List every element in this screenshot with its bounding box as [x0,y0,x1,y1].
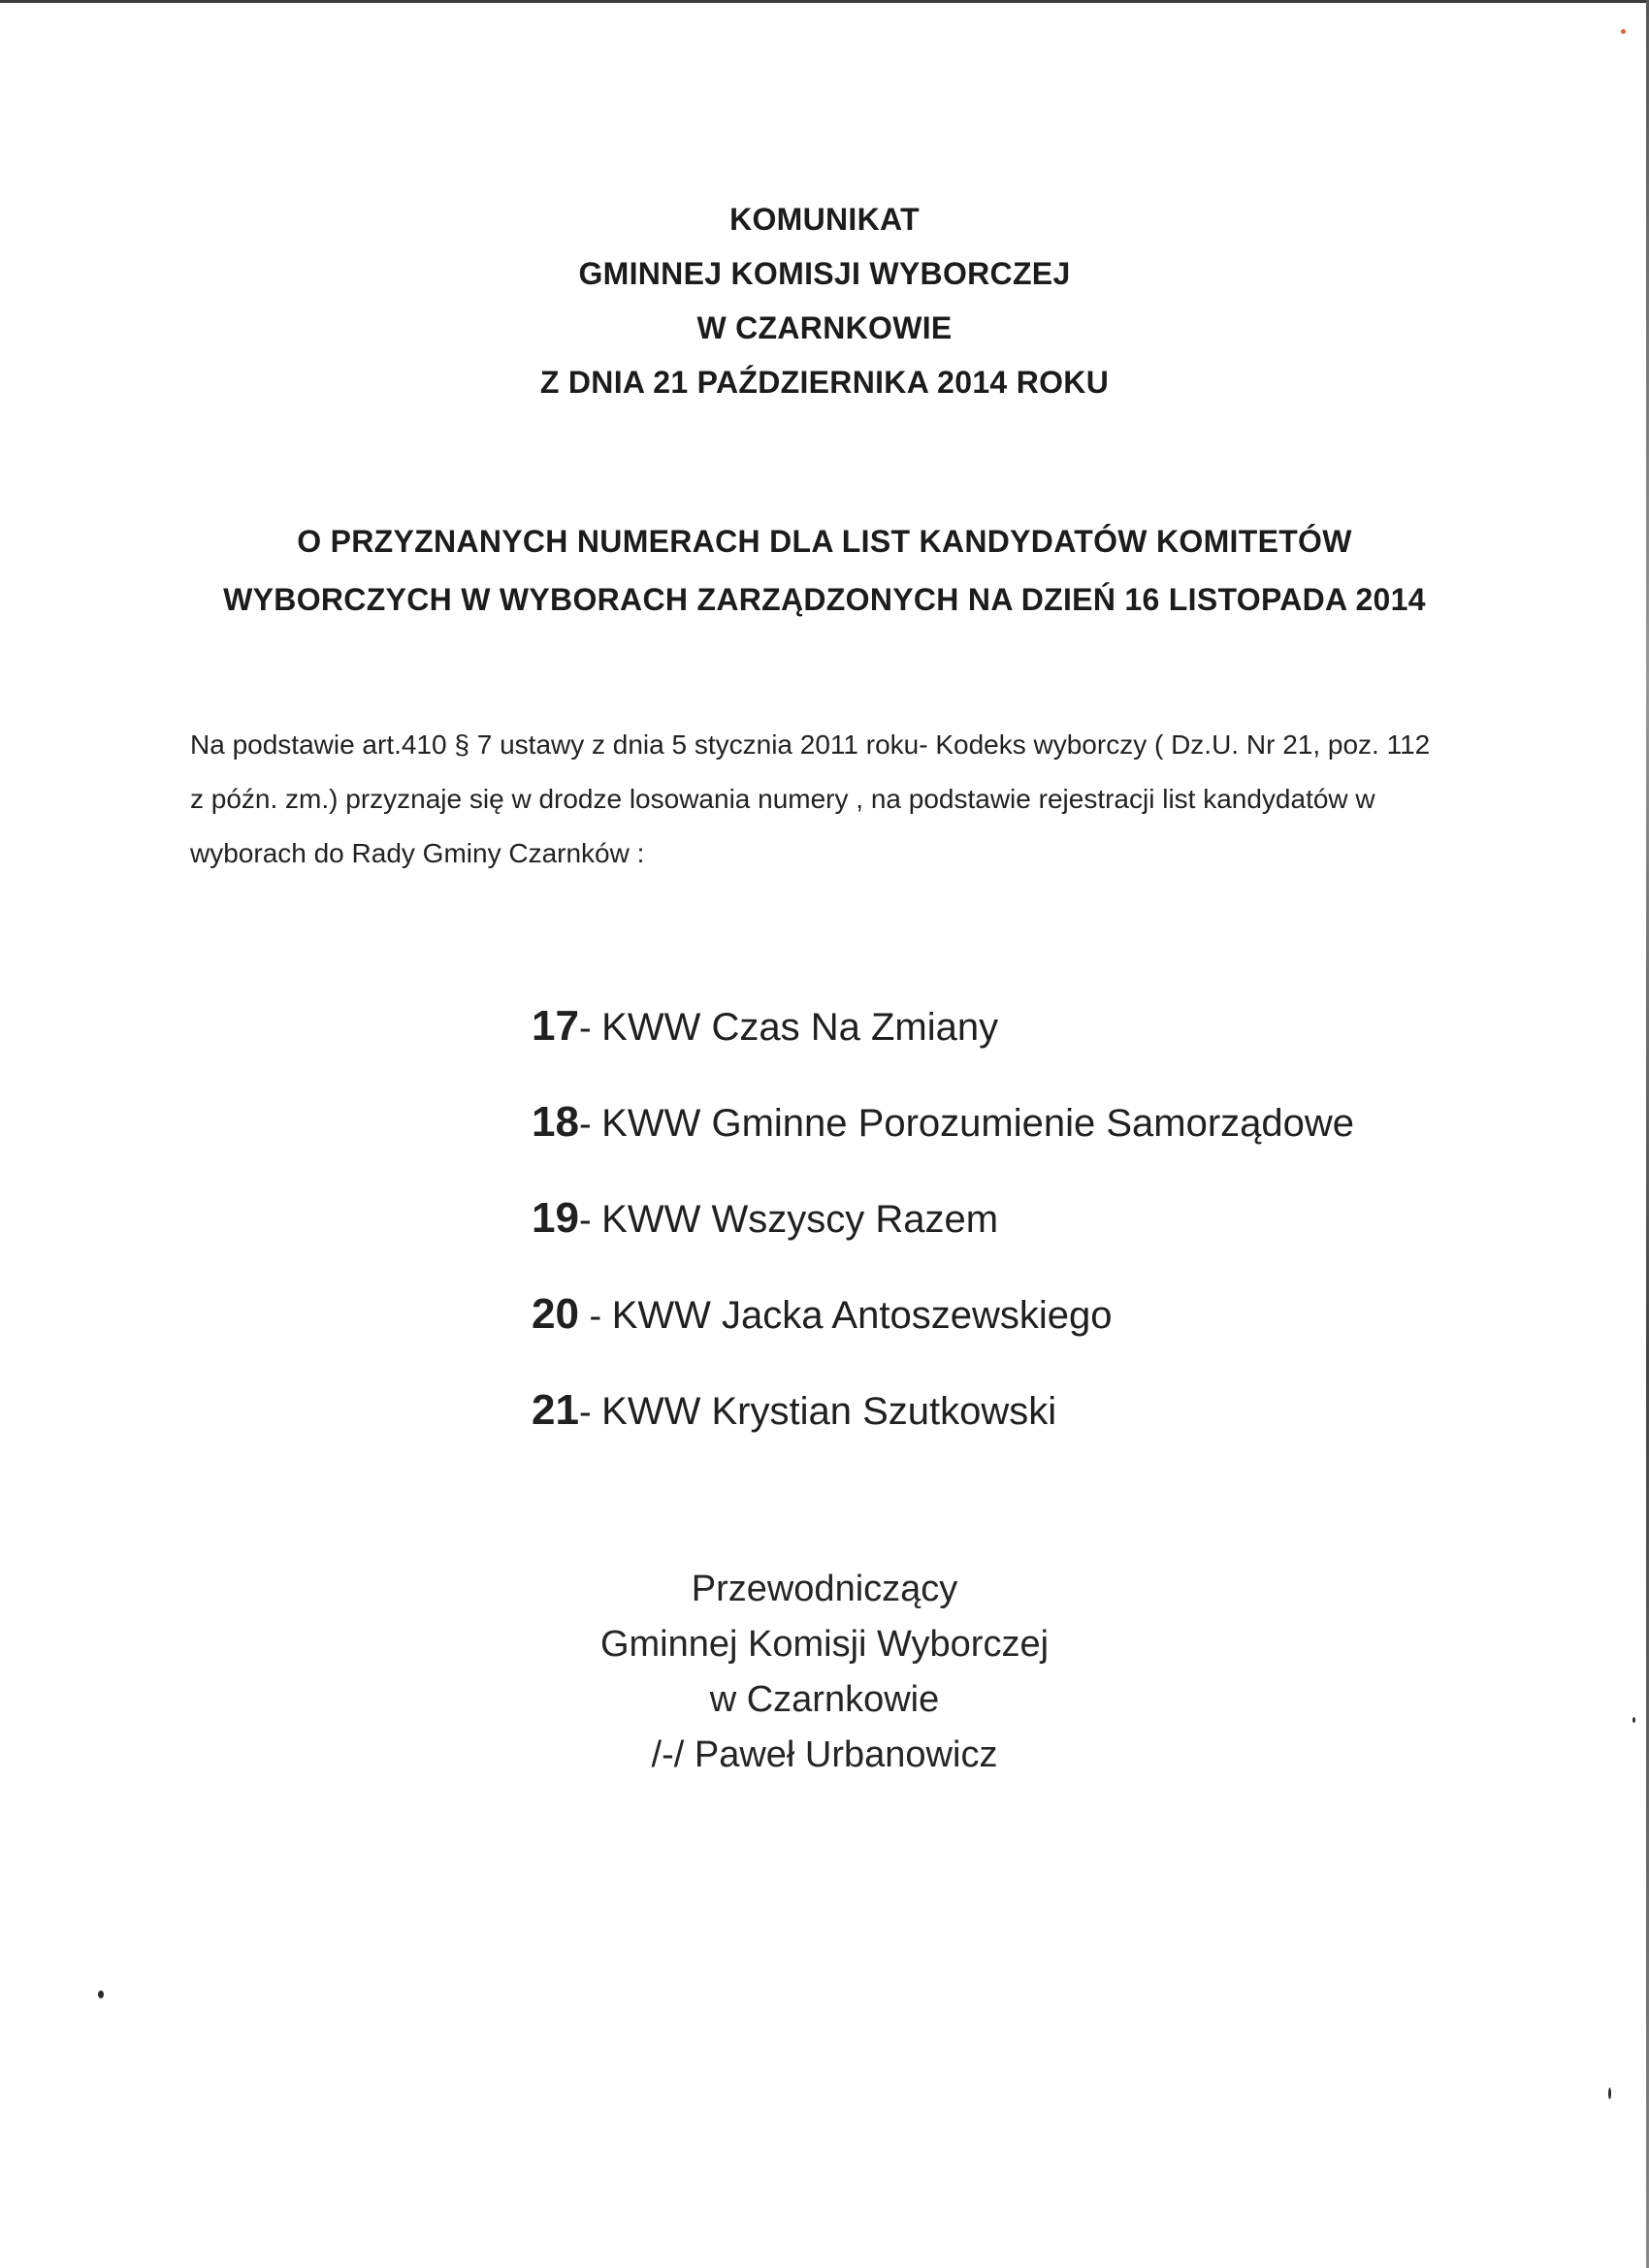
scan-speck [98,1991,104,1998]
list-number: 19 [532,1194,579,1242]
committee-list [532,997,1550,1477]
title-line-commission: GMINNEJ KOMISJI WYBORCZEJ [578,256,1071,291]
list-separator: - [578,1008,602,1049]
list-number: 20 [532,1290,579,1338]
title-line-location: W CZARNKOWIE [696,310,953,345]
list-number: 18 [532,1098,579,1146]
committee-name: KWW Jacka Antoszewskiego [611,1294,1113,1337]
list-item [532,997,1550,1093]
signature-name: /-/ Paweł Urbanowicz [651,1734,998,1775]
scan-speck [1633,1717,1635,1723]
list-item [532,1189,1550,1285]
list-separator: - [578,1200,602,1241]
subject-line: WYBORCZYCH W WYBORACH ZARZĄDZONYCH NA DZIEŃ 16 LISTOPADA 2014 [223,582,1426,617]
list-separator: - [578,1392,602,1433]
title-line-date: Z DNIA 21 PAŹDZIERNIKA 2014 ROKU [539,365,1110,400]
signature-block [388,1562,1261,1783]
legal-basis-paragraph: Na podstawie art.410 § 7 ustawy z dnia 5 stycznia 2011 roku- Kodeks wyborczy ( Dz.U. Nr 21, poz. 112 z późn. zm.) przyznaje się w drodze losowania numery , na podstawie rejestracji list kandydatów w wyborach do Rady Gminy Czarnków : [190,729,1431,868]
committee-name: KWW Czas Na Zmiany [601,1006,999,1049]
signature-title: Przewodniczący [691,1569,958,1609]
committee-name: KWW Gminne Porozumienie Samorządowe [601,1102,1355,1145]
committee-name: KWW Krystian Szutkowski [601,1390,1057,1433]
title-line-komunikat: KOMUNIKAT [729,202,920,237]
list-separator: - [578,1296,612,1337]
list-number: 17 [532,1002,579,1050]
scan-top-edge [0,0,1649,3]
subject-line: O PRZYZNANYCH NUMERACH DLA LIST KANDYDATÓW KOMITETÓW [297,524,1352,559]
list-item [532,1381,1550,1477]
list-number: 21 [532,1386,579,1434]
signature-commission: Gminnej Komisji Wyborczej [599,1624,1050,1665]
scan-speck [1621,29,1626,34]
scan-speck [1608,2088,1611,2099]
announcement-subject [0,512,1649,629]
announcement-title [0,192,1649,409]
list-separator: - [578,1104,602,1145]
list-item [532,1285,1550,1381]
committee-name: KWW Wszyscy Razem [601,1198,999,1241]
list-item [532,1093,1550,1189]
signature-location: w Czarnkowie [709,1679,940,1720]
